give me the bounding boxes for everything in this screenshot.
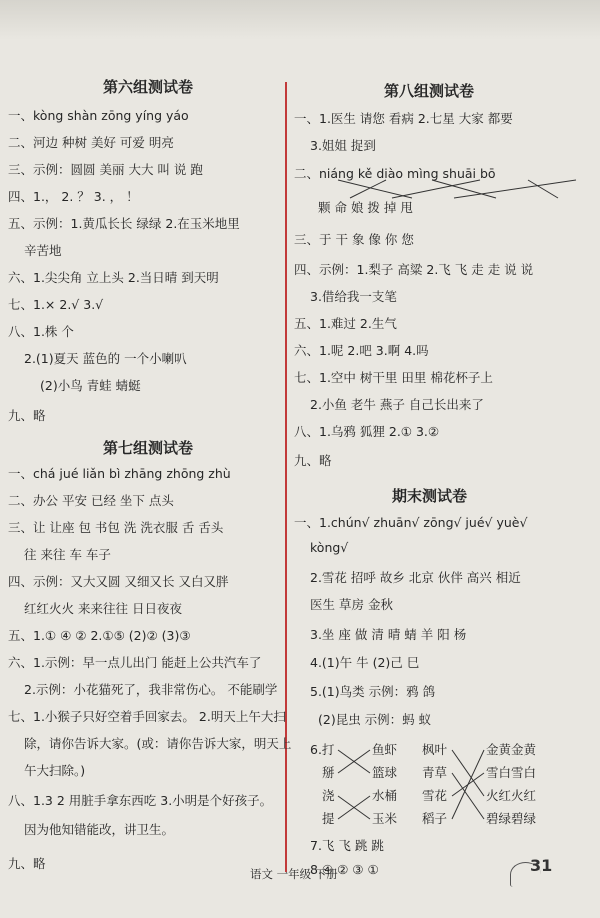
match-item: 火红火红 — [486, 788, 537, 803]
matching-lines — [330, 178, 590, 202]
answer-line: 红红火火 来来往往 日日夜夜 — [24, 601, 182, 616]
answer-line: 四、示例：1.梨子 高粱 2.飞 飞 走 走 说 说 — [294, 262, 534, 277]
answer-line: 二、办公 平安 已经 坐下 点头 — [8, 493, 174, 508]
match-item: 玉米 — [372, 811, 398, 826]
match-item: 青草 — [422, 765, 448, 780]
answer-line: 一、chá jué liǎn bì zhāng zhōng zhù — [8, 466, 231, 481]
match-item: 碧绿碧绿 — [486, 811, 537, 826]
answer-line: 2.小鱼 老牛 燕子 自己长出来了 — [310, 397, 484, 412]
answer-line: 四、1.， 2. ？ 3. ， ！ — [8, 189, 139, 204]
answer-line: 一、1.医生 请您 看病 2.七星 大家 都要 — [294, 111, 513, 126]
answer-line: 2.(1)夏天 蓝色的 一个小喇叭 — [24, 351, 187, 366]
answer-line: 颗 命 娘 拨 掉 甩 — [318, 200, 413, 215]
page-footer: 语文 一年级 下册 — [250, 867, 338, 881]
matching-lines-colors — [450, 746, 490, 826]
answer-line: 2.雪花 招呼 故乡 北京 伙伴 高兴 相近 — [310, 570, 521, 585]
answer-line: 因为他知错能改，讲卫生。 — [24, 822, 175, 837]
match-item: 水桶 — [372, 788, 398, 803]
answer-line: 九、略 — [8, 408, 46, 423]
answer-line: 3.坐 座 做 清 晴 蜻 羊 阳 杨 — [310, 627, 467, 642]
answer-line: 七、1.空中 树干里 田里 棉花杯子上 — [294, 370, 493, 385]
match-item: 篮球 — [372, 765, 398, 780]
answer-line: 4.(1)午 牛 (2)己 巳 — [310, 655, 420, 670]
match-item: 稻子 — [422, 811, 448, 826]
match-item: 浇 — [322, 788, 335, 803]
answer-line: 一、1.chún√ zhuān√ zōng√ jué√ yuè√ — [294, 515, 528, 530]
column-divider — [285, 82, 287, 872]
page-top-shadow — [0, 0, 600, 40]
answer-line: 8.④ ② ③ ① — [310, 862, 379, 877]
answer-line: 5.(1)鸟类 示例：鸦 鸽 — [310, 684, 436, 699]
match-item: 雪白雪白 — [486, 765, 537, 780]
answer-line: 五、1.① ④ ② 2.①⑤ (2)② (3)③ — [8, 628, 191, 643]
answer-line: 六、1.呢 2.吧 3.啊 4.吗 — [294, 343, 429, 358]
match-item: 提 — [322, 811, 335, 826]
section-title: 第八组测试卷 — [384, 82, 475, 100]
answer-line: 7.飞 飞 跳 跳 — [310, 838, 384, 853]
section-title: 第六组测试卷 — [103, 78, 194, 96]
answer-line: 四、示例：又大又圆 又细又长 又白又胖 — [8, 574, 229, 589]
answer-line: 六、1.尖尖角 立上头 2.当日晴 到天明 — [8, 270, 219, 285]
answer-line: 八、1.3 2 用脏手拿东西吃 3.小明是个好孩子。 — [8, 793, 273, 808]
answer-line: 七、1.× 2.√ 3.√ — [8, 297, 104, 312]
section-title: 期末测试卷 — [392, 487, 468, 505]
section-title: 第七组测试卷 — [103, 439, 194, 457]
answer-line: 往 来往 车 车子 — [24, 547, 111, 562]
answer-line: 三、示例：圆圆 美丽 大大 叫 说 跑 — [8, 162, 203, 177]
match-item: 鱼虾 — [372, 742, 398, 757]
answer-line: (2)昆虫 示例：蚂 蚁 — [318, 712, 432, 727]
match-item: 雪花 — [422, 788, 448, 803]
page-number: 31 — [530, 856, 553, 875]
answer-line: 一、kòng shàn zōng yíng yáo — [8, 108, 189, 123]
answer-line: 2.示例：小花猫死了，我非常伤心。 不能刷学 — [24, 682, 278, 697]
answer-line: 九、略 — [8, 856, 46, 871]
answer-line: 七、1.小猴子只好空着手回家去。 2.明天上午大扫 — [8, 709, 286, 724]
answer-line: (2)小鸟 青蛙 蜻蜓 — [40, 378, 141, 393]
answer-line: 三、于 干 象 像 你 您 — [294, 232, 414, 247]
match-item: 6.打 — [310, 742, 335, 757]
answer-line: 八、1.乌鸦 狐狸 2.① 3.② — [294, 424, 440, 439]
answer-line: 五、1.难过 2.生气 — [294, 316, 397, 331]
answer-line: 医生 草房 金秋 — [310, 597, 393, 612]
answer-line: 三、让 让座 包 书包 洗 洗衣服 舌 舌头 — [8, 520, 224, 535]
match-item: 掰 — [322, 765, 335, 780]
answer-line: 六、1.示例：早一点儿出门 能赶上公共汽车了 — [8, 655, 262, 670]
answer-line: 3.借给我一支笔 — [310, 289, 397, 304]
answer-line: 午大扫除。) — [24, 763, 86, 778]
answer-line: 五、示例：1.黄瓜长长 绿绿 2.在玉米地里 — [8, 216, 240, 231]
answer-line: 九、略 — [294, 453, 332, 468]
match-item: 金黄金黄 — [486, 742, 537, 757]
answer-line: 3.姐姐 捉到 — [310, 138, 376, 153]
answer-line: 二、niáng kě diào mìng shuāi bō — [294, 166, 496, 181]
answer-line: 除，请你告诉大家。(或：请你告诉大家，明天上 — [24, 736, 292, 751]
answer-line: kòng√ — [310, 540, 349, 555]
match-item: 枫叶 — [422, 742, 448, 757]
answer-line: 八、1.株 个 — [8, 324, 74, 339]
answer-line: 二、河边 种树 美好 可爱 明亮 — [8, 135, 174, 150]
matching-lines-verbs — [336, 746, 376, 826]
answer-line: 辛苦地 — [24, 243, 62, 258]
